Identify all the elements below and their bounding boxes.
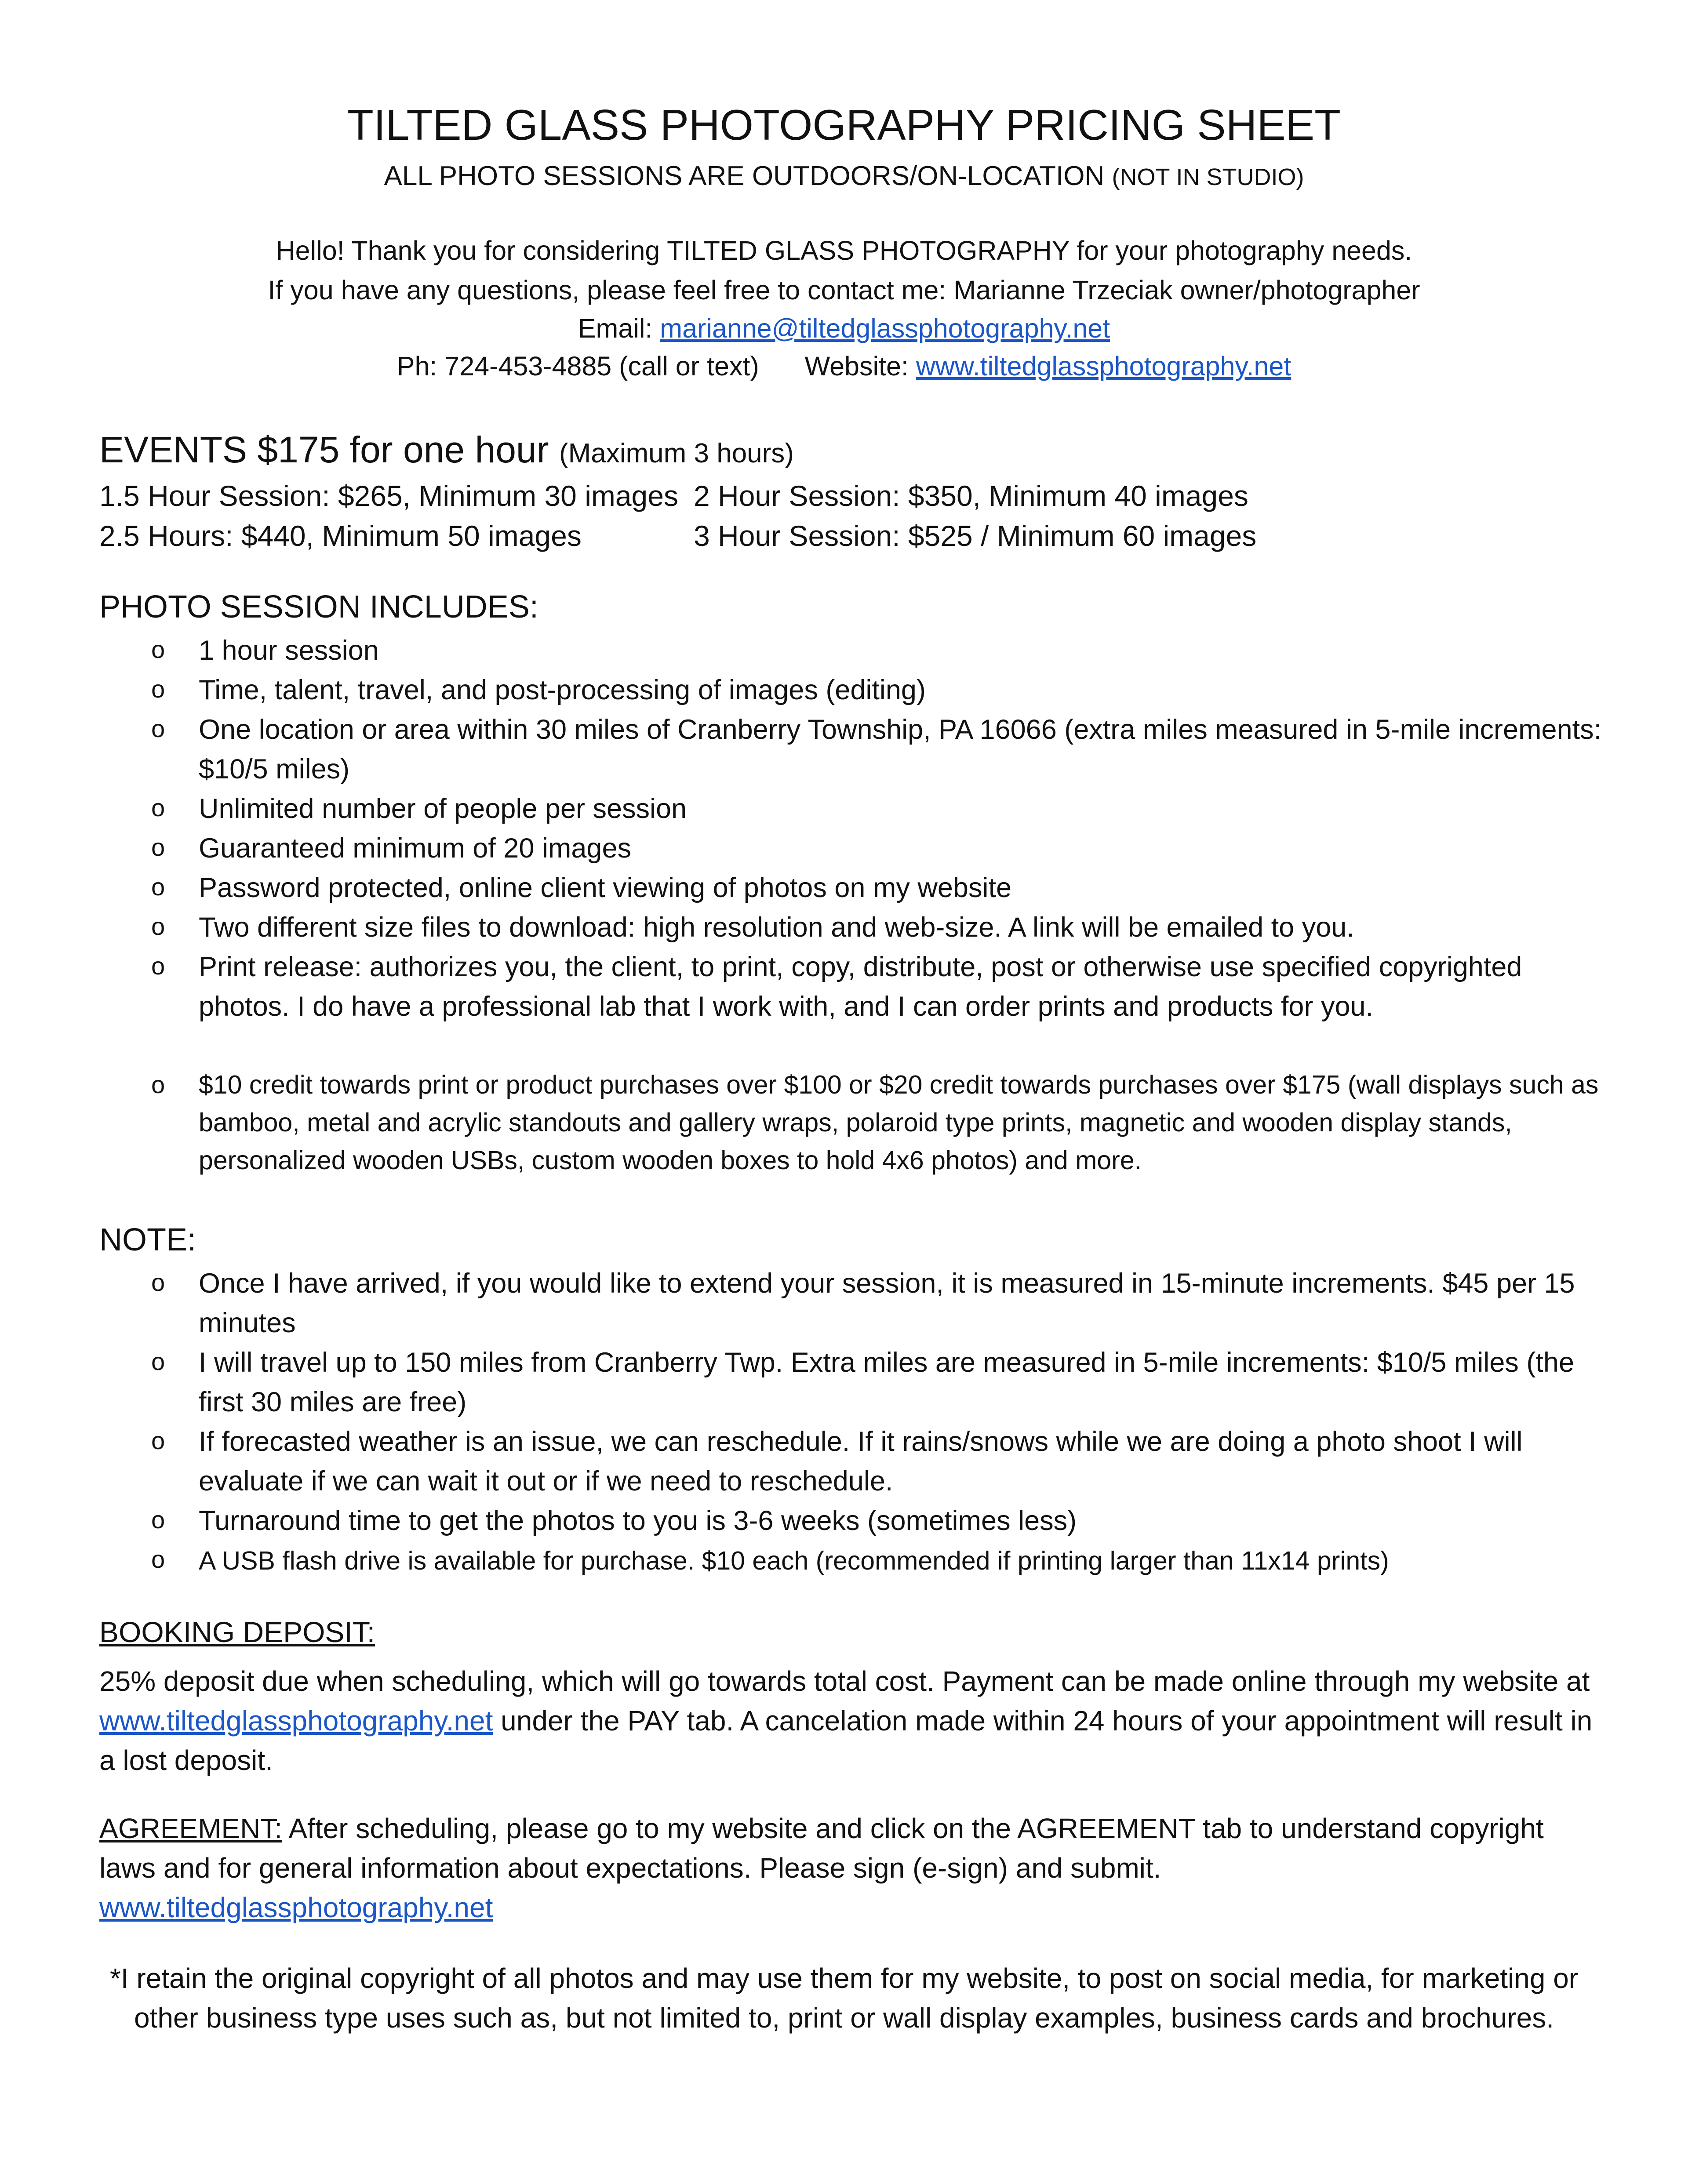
- intro-email-line: [0, 313, 1688, 344]
- booking-text-before: 25% deposit due when scheduling, which will go towards total cost. Payment can be made online through my website at: [99, 1665, 1590, 1697]
- page-title: TILTED GLASS PHOTOGRAPHY PRICING SHEET: [347, 101, 1341, 149]
- bullet-marker: o: [151, 1506, 165, 1534]
- includes-item: Time, talent, travel, and post-processing of images (editing): [199, 675, 926, 705]
- agreement-body: After scheduling, please go to my website and click on the AGREEMENT tab to understand copyright laws and for general information about expectations. Please sign (e-sign) and submit.: [99, 1813, 1544, 1884]
- events-price-1: 1.5 Hour Session: $265, Minimum 30 images: [99, 480, 678, 512]
- events-heading: [99, 429, 794, 471]
- website-link[interactable]: www.tiltedglassphotography.net: [916, 351, 1291, 381]
- booking-website-link[interactable]: www.tiltedglassphotography.net: [99, 1705, 493, 1737]
- booking-heading: BOOKING DEPOSIT:: [99, 1616, 375, 1648]
- note-item: If forecasted weather is an issue, we can reschedule. If it rains/snows while we are doing a photo shoot I will evaluate if we can wait it out or if we need to reschedule.: [199, 1426, 1523, 1497]
- email-link[interactable]: marianne@tiltedglassphotography.net: [660, 313, 1110, 343]
- bullet-marker: o: [151, 873, 165, 901]
- note-item: Turnaround time to get the photos to you is 3-6 weeks (sometimes less): [199, 1505, 1077, 1536]
- events-price-3: 2.5 Hours: $440, Minimum 50 images: [99, 520, 582, 552]
- bullet-marker: o: [151, 636, 165, 663]
- events-price-4: 3 Hour Session: $525 / Minimum 60 images: [694, 520, 1257, 552]
- bullet-marker: o: [151, 794, 165, 821]
- agreement-website-link[interactable]: www.tiltedglassphotography.net: [99, 1892, 493, 1923]
- bullet-marker: o: [151, 1348, 165, 1375]
- includes-item: $10 credit towards print or product purchases over $100 or $20 credit towards purchases over $175 (wall displays such as bamboo, metal and acrylic standouts and gallery wraps, polaroid type prints, magnetic and wooden display stands, personalized wooden USBs, custom wooden boxes to hold 4x6 photos) and more.: [199, 1070, 1599, 1175]
- booking-text: [99, 1661, 1594, 1780]
- includes-item: Two different size files to download: high resolution and web-size. A link will be emailed to you.: [199, 912, 1354, 943]
- bullet-marker: o: [151, 833, 165, 861]
- note-item: Once I have arrived, if you would like to extend your session, it is measured in 15-minute increments. $45 per 15 minutes: [199, 1268, 1575, 1338]
- agreement-text: [99, 1809, 1594, 1927]
- intro-line-2: If you have any questions, please feel free to contact me: Marianne Trzeciak owner/photographer: [268, 275, 1420, 305]
- copyright-footer: *I retain the original copyright of all photos and may use them for my website, to post on social media, for marketing or other business type uses such as, but not limited to, print or wall display examples, business cards and brochures.: [109, 1962, 1579, 2034]
- agreement-heading: AGREEMENT:: [99, 1813, 283, 1844]
- bullet-marker: o: [151, 952, 165, 980]
- includes-item: Unlimited number of people per session: [199, 793, 687, 824]
- page-subtitle: [0, 160, 1688, 192]
- includes-item: One location or area within 30 miles of Cranberry Township, PA 16066 (extra miles measured in 5-mile increments: $10/5 miles): [199, 714, 1602, 785]
- note-heading: NOTE:: [99, 1222, 196, 1257]
- includes-item: Print release: authorizes you, the client, to print, copy, distribute, post or otherwise use specified copyrighted photos. I do have a professional lab that I work with, and I can order prints and products for you.: [199, 952, 1522, 1022]
- subtitle-small: (NOT IN STUDIO): [1112, 164, 1304, 190]
- bullet-marker: o: [151, 1545, 165, 1573]
- bullet-marker: o: [151, 675, 165, 703]
- note-item: I will travel up to 150 miles from Cranberry Twp. Extra miles are measured in 5-mile increments: $10/5 miles (the first 30 miles are free): [199, 1347, 1574, 1417]
- website-label: Website:: [804, 351, 916, 381]
- includes-item: Guaranteed minimum of 20 images: [199, 833, 631, 864]
- note-item: A USB flash drive is available for purchase. $10 each (recommended if printing larger than 11x14 prints): [199, 1546, 1389, 1575]
- subtitle-main: ALL PHOTO SESSIONS ARE OUTDOORS/ON-LOCATION: [384, 161, 1105, 191]
- email-label: Email:: [578, 313, 660, 343]
- events-heading-text: EVENTS $175 for one hour: [99, 429, 549, 470]
- includes-item: Password protected, online client viewing of photos on my website: [199, 872, 1011, 903]
- bullet-marker: o: [151, 715, 165, 742]
- bullet-marker: o: [151, 1268, 165, 1296]
- bullet-marker: o: [151, 912, 165, 940]
- includes-heading: PHOTO SESSION INCLUDES:: [99, 589, 538, 625]
- bullet-marker: o: [151, 1071, 165, 1098]
- intro-contact-line: [0, 351, 1688, 382]
- intro-line-1: Hello! Thank you for considering TILTED GLASS PHOTOGRAPHY for your photography needs.: [276, 236, 1412, 265]
- bullet-marker: o: [151, 1427, 165, 1454]
- events-heading-note: (Maximum 3 hours): [559, 438, 794, 469]
- booking-text-after: under the PAY tab. A cancelation made within 24 hours of your appointment will result in a lost deposit.: [99, 1705, 1593, 1776]
- events-price-2: 2 Hour Session: $350, Minimum 40 images: [694, 480, 1248, 512]
- includes-item: 1 hour session: [199, 635, 379, 666]
- phone-text: Ph: 724-453-4885 (call or text): [397, 351, 759, 381]
